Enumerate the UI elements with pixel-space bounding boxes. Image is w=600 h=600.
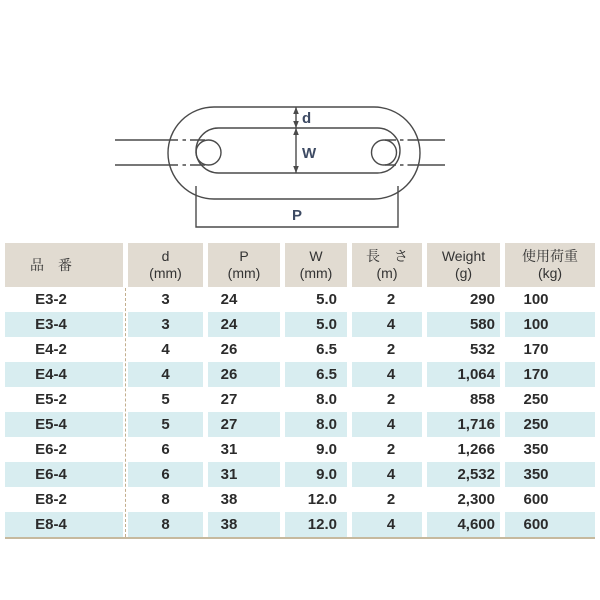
w-mm-cell: 12.0: [307, 491, 337, 508]
working-load-kg-cell: 170: [523, 341, 549, 358]
part-number-cell: E6-2: [35, 441, 67, 458]
spec-table: [5, 243, 595, 539]
arrowhead-w-top: [293, 128, 299, 135]
adjacent-link-left-lines: [115, 140, 205, 165]
dimension-w-label: W: [302, 145, 317, 162]
header-unit: (mm): [227, 265, 261, 281]
p-mm-cell: 38: [220, 491, 238, 508]
part-number-cell: E3-4: [5, 312, 123, 337]
w-mm-cell: 9.0: [285, 462, 347, 487]
working-load-kg-cell: 170: [505, 362, 595, 387]
weight-g-cell: 4,600: [427, 512, 500, 537]
part-number-cell: E3-2: [35, 291, 67, 308]
p-mm-cell: 27: [208, 412, 280, 437]
length-m-cell: 2: [386, 291, 396, 308]
working-load-kg-cell: 600: [505, 512, 595, 537]
header-length-m: [352, 243, 422, 287]
table-row-e5-2: [5, 387, 595, 412]
d-mm-cell: 4: [161, 341, 170, 358]
w-mm-cell: 9.0: [316, 441, 337, 458]
arrowhead-w-bottom: [293, 166, 299, 173]
w-mm-cell: 6.5: [285, 362, 347, 387]
part-number-cell: E8-4: [5, 512, 123, 537]
weight-g-cell: 2,300: [457, 491, 495, 508]
working-load-kg-cell: 350: [523, 441, 549, 458]
d-mm-cell: 5: [161, 391, 170, 408]
w-mm-cell: 5.0: [316, 291, 337, 308]
header-p-mm: [208, 243, 280, 287]
weight-g-cell: 1,064: [427, 362, 500, 387]
arrowhead-d-bottom: [293, 121, 299, 128]
p-mm-cell: 31: [220, 441, 238, 458]
dimension-d-label: d: [302, 110, 312, 127]
p-mm-cell: 38: [208, 512, 280, 537]
p-mm-cell: 26: [208, 362, 280, 387]
adjacent-link-right-lines: [385, 140, 445, 165]
length-m-cell: 2: [386, 491, 396, 508]
weight-g-cell: 290: [469, 291, 495, 308]
table-row-e6-4: [5, 462, 595, 487]
header-label: W: [309, 248, 323, 265]
table-row-e3-4: [5, 312, 595, 337]
length-m-cell: 4: [352, 362, 422, 387]
w-mm-cell: 8.0: [316, 391, 337, 408]
length-m-cell: 2: [386, 391, 396, 408]
working-load-kg-cell: 250: [523, 391, 549, 408]
part-number-cell: E5-2: [35, 391, 67, 408]
header-label: P: [239, 248, 249, 265]
table-row-e4-2: [5, 337, 595, 362]
p-mm-cell: 24: [208, 312, 280, 337]
part-number-cell: E4-2: [35, 341, 67, 358]
header-w-mm: [285, 243, 347, 287]
adjacent-link-right-section: [372, 140, 397, 165]
header-label: 品 番: [30, 256, 72, 273]
table-row-e6-2: [5, 437, 595, 462]
table-row-e3-2: [5, 287, 595, 312]
header-unit: (mm): [299, 265, 333, 281]
header-label: 長 さ: [366, 248, 408, 265]
w-mm-cell: 12.0: [285, 512, 347, 537]
d-mm-cell: 8: [161, 491, 170, 508]
table-row-e4-4: [5, 362, 595, 387]
part-number-cell: E5-4: [5, 412, 123, 437]
w-mm-cell: 6.5: [316, 341, 337, 358]
working-load-kg-cell: 350: [505, 462, 595, 487]
length-m-cell: 4: [352, 412, 422, 437]
d-mm-cell: 8: [128, 512, 203, 537]
weight-g-cell: 858: [469, 391, 495, 408]
weight-g-cell: 1,716: [427, 412, 500, 437]
d-mm-cell: 5: [128, 412, 203, 437]
d-mm-cell: 6: [128, 462, 203, 487]
header-weight-g: [427, 243, 500, 287]
part-number-cell: E4-4: [5, 362, 123, 387]
table-row-e5-4: [5, 412, 595, 437]
w-mm-cell: 8.0: [285, 412, 347, 437]
p-mm-cell: 31: [208, 462, 280, 487]
chain-link-outer-contour: [168, 107, 420, 199]
table-row-e8-2: [5, 487, 595, 512]
header-unit: (kg): [537, 265, 563, 281]
dimension-p-label: P: [291, 207, 303, 224]
adjacent-link-left-section: [196, 140, 221, 165]
working-load-kg-cell: 100: [523, 291, 549, 308]
header-working-load-kg: [505, 243, 595, 287]
header-label: Weight: [441, 248, 486, 265]
table-bottom-rule: [5, 537, 595, 539]
length-m-cell: 4: [352, 462, 422, 487]
p-mm-cell: 24: [220, 291, 238, 308]
d-mm-cell: 6: [161, 441, 170, 458]
d-mm-cell: 3: [161, 291, 170, 308]
column-divider-dashed-line: [125, 288, 126, 537]
part-number-cell: E8-2: [35, 491, 67, 508]
header-part-number: [5, 243, 123, 287]
length-m-cell: 2: [386, 341, 396, 358]
table-row-e8-4: [5, 512, 595, 537]
working-load-kg-cell: 600: [523, 491, 549, 508]
p-mm-cell: 26: [220, 341, 238, 358]
table-header-row: [5, 243, 595, 287]
header-unit: (m): [376, 265, 398, 281]
header-unit: (g): [454, 265, 473, 281]
weight-g-cell: 1,266: [457, 441, 495, 458]
weight-g-cell: 532: [469, 341, 495, 358]
arrowhead-d-top: [293, 107, 299, 114]
header-label: 使用荷重: [522, 248, 578, 265]
w-mm-cell: 5.0: [285, 312, 347, 337]
length-m-cell: 4: [352, 312, 422, 337]
header-unit: (mm): [149, 265, 182, 281]
d-mm-cell: 4: [128, 362, 203, 387]
length-m-cell: 2: [386, 441, 396, 458]
header-d-mm: [128, 243, 203, 287]
d-mm-cell: 3: [128, 312, 203, 337]
length-m-cell: 4: [352, 512, 422, 537]
working-load-kg-cell: 100: [505, 312, 595, 337]
working-load-kg-cell: 250: [505, 412, 595, 437]
header-label: d: [161, 248, 170, 265]
weight-g-cell: 2,532: [427, 462, 500, 487]
part-number-cell: E6-4: [5, 462, 123, 487]
weight-g-cell: 580: [427, 312, 500, 337]
p-mm-cell: 27: [220, 391, 238, 408]
chain-link-diagram: [0, 0, 600, 243]
